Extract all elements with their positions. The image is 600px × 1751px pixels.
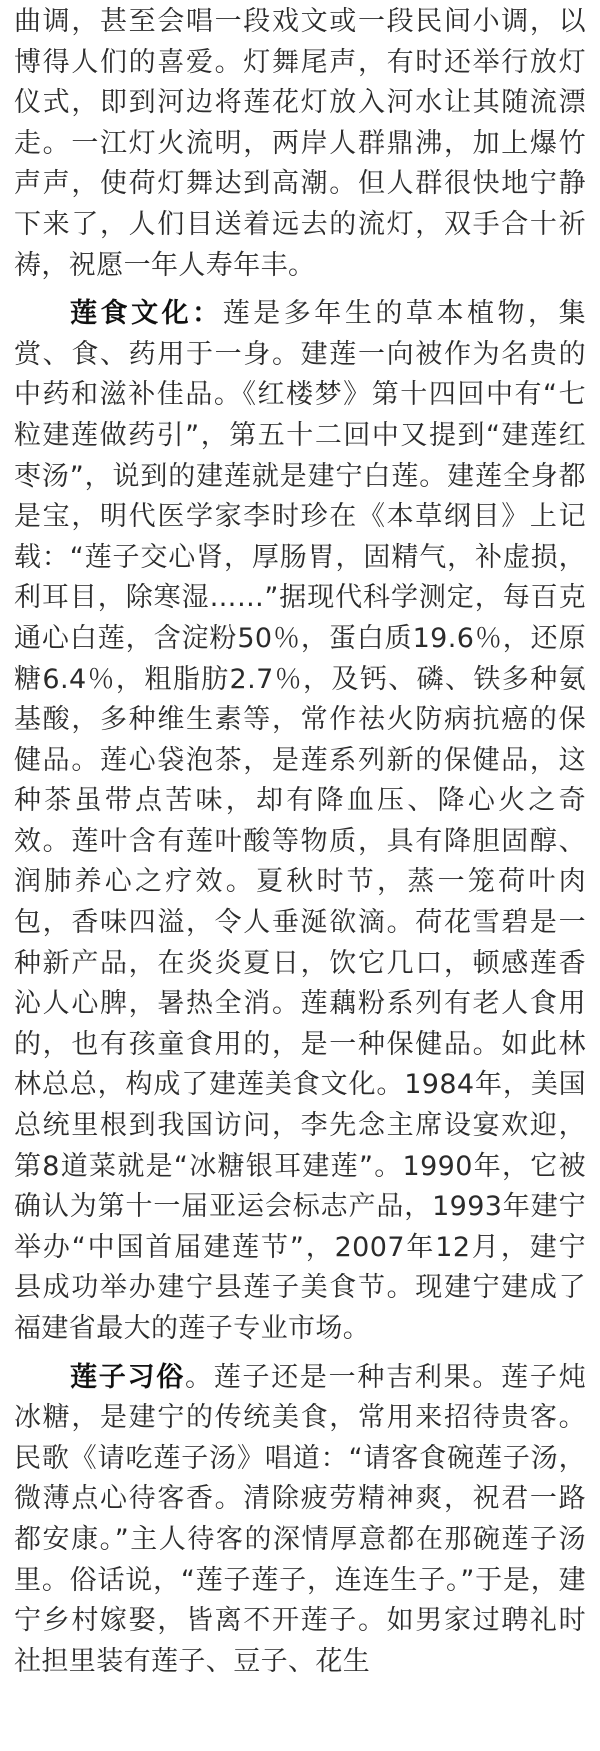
paragraph-body: 曲调，甚至会唱一段戏文或一段民间小调，以博得人们的喜爱。灯舞尾声，有时还举行放灯仪式，即到河边将莲花灯放入河水让其随流漂走。一江灯火流明，两岸人群鼎沸，加上爆竹声声，使荷灯舞达到高潮。但人群很快地宁静下来了，人们目送着远去的流灯，双手合十祈祷，祝愿一年人寿年丰。 (14, 6, 586, 281)
paragraph-lotus-food-culture (14, 294, 586, 1349)
paragraph-lantern-dance (14, 2, 586, 286)
article-page (14, 2, 586, 1682)
section-heading-customs: 莲子习俗 (70, 1361, 185, 1393)
paragraph-body: 。莲子还是一种吉利果。莲子炖冰糖，是建宁的传统美食，常用来招待贵客。民歌《请吃莲子汤》唱道：“请客食碗莲子汤，微薄点心待客香。清除疲劳精神爽，祝君一路都安康。”主人待客的深情厚意都在那碗莲子汤里。俗话说，“莲子莲子，连连生子。”于是，建宁乡村嫁娶，皆离不开莲子。如男家过聘礼时社担里装有莲子、豆子、花生 (14, 1361, 586, 1677)
section-heading-food-culture: 莲食文化： (70, 298, 223, 330)
paragraph-lotus-seed-customs (14, 1358, 586, 1683)
paragraph-body: 莲是多年生的草本植物，集赏、食、药用于一身。建莲一向被作为名贵的中药和滋补佳品。《红楼梦》第十四回中有“七粒建莲做药引”，第五十二回中又提到“建莲红枣汤”，说到的建莲就是建宁白莲。建莲全身都是宝，明代医学家李时珍在《本草纲目》上记载：“莲子交心肾，厚肠胃，固精气，补虚损，利耳目，除寒湿……”据现代科学测定，每百克通心白莲，含淀粉50％，蛋白质19.6％，还原糖6.4％，粗脂肪2.7％，及钙、磷、铁多种氨基酸，多种维生素等，常作祛火防病抗癌的保健品。莲心袋泡茶，是莲系列新的保健品，这种茶虽带点苦味，却有降血压、降心火之奇效。莲叶含有莲叶酸等物质，具有降胆固醇、润肺养心之疗效。夏秋时节，蒸一笼荷叶肉包，香味四溢，令人垂涎欲滴。荷花雪碧是一种新产品，在炎炎夏日，饮它几口，顿感莲香沁人心脾，暑热全消。莲藕粉系列有老人食用的，也有孩童食用的，是一种保健品。如此林林总总，构成了建莲美食文化。1984年，美国总统里根到我国访问，李先念主席设宴欢迎，第8道菜就是“冰糖银耳建莲”。1990年，它被确认为第十一届亚运会标志产品，1993年建宁举办“中国首届建莲节”，2007年12月，建宁县成功举办建宁县莲子美食节。现建宁建成了福建省最大的莲子专业市场。 (14, 298, 586, 1344)
